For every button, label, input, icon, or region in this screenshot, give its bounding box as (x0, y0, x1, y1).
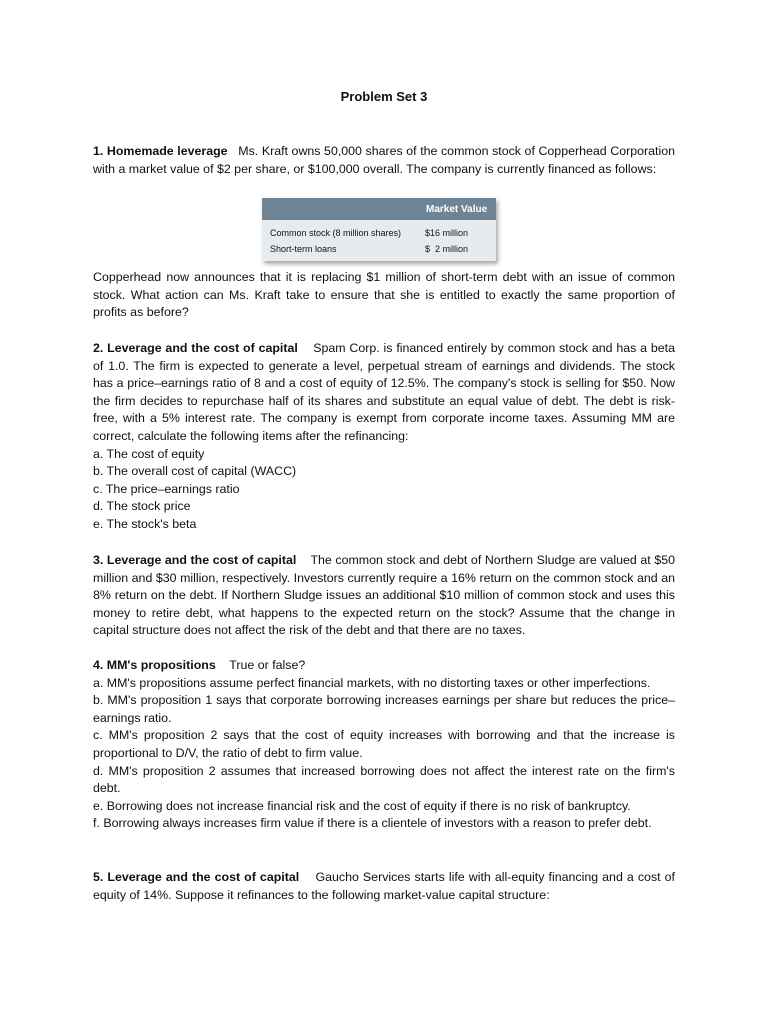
list-item: e. The stock's beta (93, 516, 197, 531)
question-2-text: Spam Corp. is financed entirely by common stock and has a beta of 1.0. The firm is expected to generate a level, perpetual stream of earnings and dividends. The stock has a price–earnings ratio of 8 and a cost of equity of 12.5%. The company's stock is selling for $50. Now the firm decides to repurchase half of its shares and substitute an equal value of debt. The debt is risk-free, with a 5% interest rate. The company is exempt from corporate income taxes. Assuming MM are correct, calculate the following items after the refinancing: (93, 341, 675, 443)
list-item: f. Borrowing always increases firm value if there is a clientele of investors with a reason to prefer debt. (93, 816, 652, 831)
list-item: c. MM's proposition 2 says that the cost of equity increases with borrowing and that the increase is proportional to D/V, the ratio of debt to firm value. (93, 728, 675, 760)
list-item: a. MM's propositions assume perfect financial markets, with no distorting taxes or other imperfections. (93, 675, 651, 690)
list-item: a. The cost of equity (93, 446, 205, 461)
question-1-heading: 1. Homemade leverage (93, 144, 228, 158)
question-1-followup: Copperhead now announces that it is replacing $1 million of short-term debt with an issue of common stock. What action can Ms. Kraft take to ensure that she is entitled to exactly the same proportion of profits as before? (93, 270, 675, 320)
question-5-text: Gaucho Services starts life with all-equity financing and a cost of equity of 14%. Suppose it refinances to the following market-value capital structure: (93, 870, 675, 902)
list-item: d. The stock price (93, 499, 191, 514)
question-4-heading: 4. MM's propositions (93, 658, 216, 672)
list-item: b. MM's proposition 1 says that corporate borrowing increases earnings per share but reduces the price–earnings ratio. (93, 693, 675, 725)
market-value-table (262, 198, 496, 261)
page-title: Problem Set 3 (340, 89, 428, 104)
question-3-heading: 3. Leverage and the cost of capital (93, 553, 297, 567)
table-body (262, 220, 496, 261)
table-cell-label: Common stock (8 million shares) (270, 228, 402, 238)
table-cell-value: $ 2 million (425, 244, 469, 254)
list-item: c. The price–earnings ratio (93, 481, 240, 496)
table-cell-label: Short-term loans (270, 244, 337, 254)
list-item: b. The overall cost of capital (WACC) (93, 464, 297, 479)
table-header-label: Market Value (426, 204, 488, 215)
list-item: d. MM's proposition 2 assumes that increased borrowing does not affect the interest rate on the firm's debt. (93, 763, 675, 796)
question-4 (93, 657, 675, 833)
question-3 (93, 552, 675, 640)
question-5 (93, 869, 675, 904)
table-header (262, 198, 496, 220)
question-1 (93, 143, 675, 178)
question-4-text: True or false? (229, 658, 306, 672)
question-3-text: The common stock and debt of Northern Sludge are valued at $50 million and $30 million, respectively. Investors currently require a 16% return on the common stock and an 8% return on the debt. If Northern Sludge issues an additional $10 million of common stock and uses this money to retire debt, what happens to the expected return on the stock? Assume that the change in capital structure does not affect the risk of the debt and that there are no taxes. (93, 553, 675, 638)
question-2-heading: 2. Leverage and the cost of capital (93, 341, 298, 355)
question-2 (93, 340, 675, 534)
question-5-heading: 5. Leverage and the cost of capital (93, 870, 300, 884)
question-1-text: Ms. Kraft owns 50,000 shares of the common stock of Copperhead Corporation with a market value of $2 per share, or $100,000 overall. The company is currently financed as follows: (93, 144, 675, 176)
table-cell-value: $16 million (425, 228, 469, 238)
list-item: e. Borrowing does not increase financial risk and the cost of equity if there is no risk of bankruptcy. (93, 798, 631, 813)
